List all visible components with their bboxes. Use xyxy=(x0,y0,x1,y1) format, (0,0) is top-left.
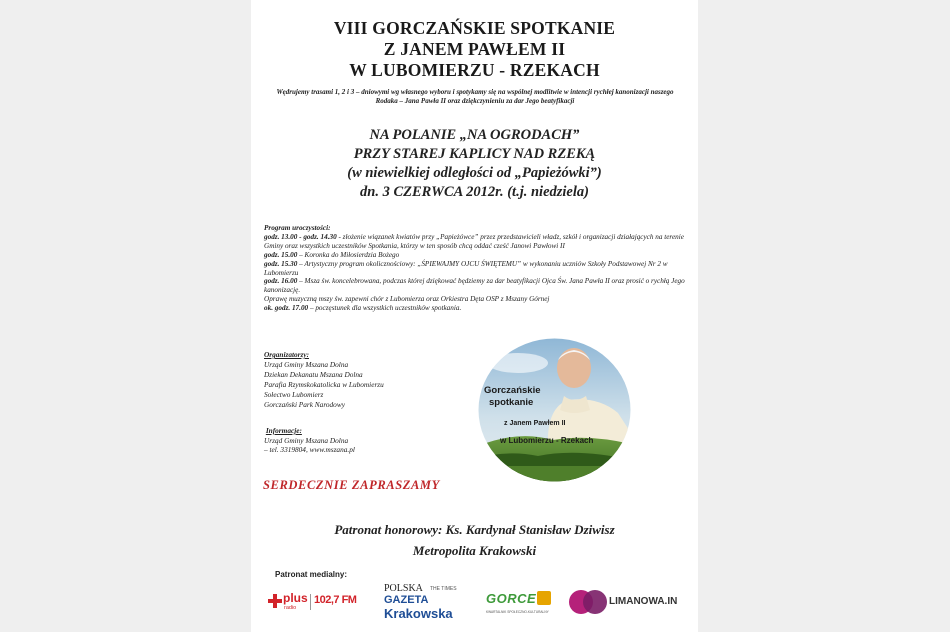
photo-caption-line-3: z Janem Pawłem II xyxy=(504,420,566,427)
title-line-3: W LUBOMIERZU - RZEKACH xyxy=(349,60,600,80)
info-contact: – tel. 3319804, www.mszana.pl xyxy=(264,445,355,454)
patron-line-1: Patronat honorowy: Ks. Kardynał Stanisław Dziwisz xyxy=(334,522,615,537)
media-patron-label: Patronat medialny: xyxy=(275,570,348,579)
invite-text: SERDECZNIE ZAPRASZAMY xyxy=(263,478,440,492)
gazeta-top2: THE TIMES xyxy=(430,586,457,592)
pope-photo xyxy=(478,338,631,482)
gorce-logo[interactable] xyxy=(485,591,555,621)
organizer-item: Parafia Rzymskokatolicka w Lubomierzu xyxy=(264,380,384,389)
program-section xyxy=(264,224,689,313)
organizers-heading: Organizatorzy: xyxy=(264,350,310,359)
venue-line-3: (w niewielkiej odległości od „Papieżówki”) xyxy=(347,165,602,181)
program-item: godz. 16.00 – Msza św. koncelebrowana, podczas której dziękować będziemy za dar beatyfikacji Ojca Św. Jana Pawła II oraz prosić o rychłą Jego kanonizację. xyxy=(264,277,685,295)
program-item: Oprawę muzyczną mszy św. zapewni chór z Lubomierza oraz Orkiestra Dęta OSP z Mszany Górnej xyxy=(264,295,550,304)
venue-line-1: NA POLANIE „NA OGRODACH” xyxy=(369,127,580,143)
photo-caption-line-1: Gorczańskie xyxy=(484,385,541,396)
photo-caption-line-4: w Lubomierzu - Rzekach xyxy=(500,436,594,445)
gazeta-krakowska-logo[interactable] xyxy=(382,583,468,625)
program-item: godz. 15.00 – Koronka do Miłosierdzia Bożego xyxy=(264,250,400,259)
info-item: Urząd Gminy Mszana Dolna xyxy=(264,435,349,445)
patron-line-2: Metropolita Krakowski xyxy=(412,543,537,558)
gorce-label: GORCE xyxy=(486,591,537,606)
organizer-item: Dziekan Dekanatu Mszana Dolna xyxy=(264,370,363,379)
organizer-item: Gorczański Park Narodowy xyxy=(264,400,345,409)
venue-block xyxy=(251,126,698,202)
program-item: godz. 13.00 - godz. 14.30 - złożenie wiązanek kwiatów przy „Papieżówce” przez przedstawicieli władz, szkół i organizacji działających na terenie Gminy oraz wszystkich uczestników Spotkania, którzy w ten sposób chcą oddać cześć Janowi Pawłowi II xyxy=(264,232,684,250)
limanowa-logo[interactable] xyxy=(569,590,689,620)
media-logos xyxy=(251,582,698,628)
gorce-badge-icon xyxy=(537,591,551,605)
program-heading: Program uroczystości: xyxy=(264,224,331,232)
limanowa-label: LIMANOWA.IN xyxy=(609,596,678,607)
gazeta-mid: GAZETA xyxy=(384,594,429,606)
logo-divider xyxy=(310,594,311,610)
gazeta-bot: Krakowska xyxy=(384,606,453,621)
gorce-sub: KWARTALNIK SPOŁECZNO-KULTURALNY xyxy=(486,610,549,614)
plus-cross-icon xyxy=(268,594,282,608)
limanowa-circle-icon-2 xyxy=(583,590,607,614)
gazeta-top: POLSKA xyxy=(384,583,423,594)
venue-line-2: PRZY STAREJ KAPLICY NAD RZEKĄ xyxy=(353,146,596,162)
event-date: dn. 3 CZERWCA 2012r. (t.j. niedziela) xyxy=(360,184,589,200)
patron-block xyxy=(251,519,698,561)
info-section xyxy=(264,426,464,455)
info-heading: Informacje: xyxy=(265,426,302,435)
program-item: ok. godz. 17.00 – poczęstunek dla wszystkich uczestników spotkania. xyxy=(264,304,462,313)
organizers-section xyxy=(264,350,464,410)
organizer-item: Sołectwo Lubomierz xyxy=(264,390,324,399)
program-item: godz. 15.30 – Artystyczny program okolicznościowy: „ŚPIEWAJMY OJCU ŚWIĘTEMU” w wykonaniu uczniów Szkoły Podstawowej Nr 2 w Lubomierzu xyxy=(264,259,668,277)
photo-caption-line-2: spotkanie xyxy=(489,397,534,408)
intro-text: Wędrujemy trasami 1, 2 i 3 – dniowymi wg własnego wyboru i spotykamy się na wspólnej modlitwie w intencji rychłej kanonizacji naszego Rodaka – Jana Pawła II oraz dziękczynieniu za dar Jego beatyfikacji xyxy=(276,88,674,105)
organizer-item: Urząd Gminy Mszana Dolna xyxy=(264,360,349,369)
plus-sub-label: radio xyxy=(284,605,297,611)
title-line-1: VIII GORCZAŃSKIE SPOTKANIE xyxy=(333,18,616,38)
radio-plus-logo[interactable] xyxy=(268,592,364,616)
title-line-2: Z JANEM PAWŁEM II xyxy=(383,39,566,59)
plus-label: plus xyxy=(283,591,308,605)
plus-freq: 102,7 FM xyxy=(314,594,357,606)
poster-page xyxy=(251,0,698,632)
poster-title xyxy=(251,18,698,81)
